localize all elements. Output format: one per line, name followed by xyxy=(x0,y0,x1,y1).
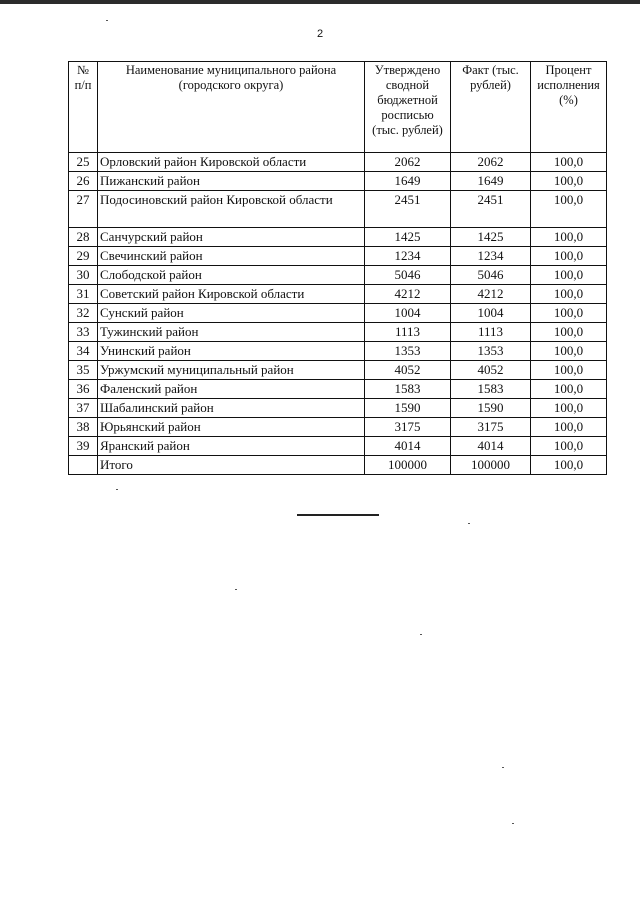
row-name: Пижанский район xyxy=(98,172,365,191)
row-fact: 1590 xyxy=(451,399,531,418)
row-approved: 4052 xyxy=(365,361,451,380)
row-name: Юрьянский район xyxy=(98,418,365,437)
row-fact: 4212 xyxy=(451,285,531,304)
row-fact: 1113 xyxy=(451,323,531,342)
row-num: 32 xyxy=(69,304,98,323)
header-name: Наименование муниципального района (городского округа) xyxy=(98,62,365,153)
row-name: Фаленский район xyxy=(98,380,365,399)
row-approved: 1583 xyxy=(365,380,451,399)
row-num: 36 xyxy=(69,380,98,399)
row-approved: 1004 xyxy=(365,304,451,323)
total-approved: 100000 xyxy=(365,456,451,475)
row-num: 33 xyxy=(69,323,98,342)
row-name: Уржумский муниципальный район xyxy=(98,361,365,380)
row-approved: 1113 xyxy=(365,323,451,342)
row-approved: 1425 xyxy=(365,228,451,247)
row-percent: 100,0 xyxy=(531,323,607,342)
table-row xyxy=(69,304,607,323)
row-name: Сунский район xyxy=(98,304,365,323)
row-percent: 100,0 xyxy=(531,418,607,437)
row-percent: 100,0 xyxy=(531,342,607,361)
scan-speck xyxy=(512,823,514,824)
row-fact: 1425 xyxy=(451,228,531,247)
table-row xyxy=(69,153,607,172)
table-row xyxy=(69,437,607,456)
row-fact: 2062 xyxy=(451,153,531,172)
scan-speck xyxy=(235,589,237,590)
row-name: Унинский район xyxy=(98,342,365,361)
row-percent: 100,0 xyxy=(531,266,607,285)
row-name: Тужинский район xyxy=(98,323,365,342)
total-label: Итого xyxy=(98,456,365,475)
row-percent: 100,0 xyxy=(531,191,607,228)
row-num: 27 xyxy=(69,191,98,228)
row-fact: 1353 xyxy=(451,342,531,361)
row-num: 26 xyxy=(69,172,98,191)
row-percent: 100,0 xyxy=(531,304,607,323)
scan-speck xyxy=(116,489,118,490)
row-num: 29 xyxy=(69,247,98,266)
row-name: Свечинский район xyxy=(98,247,365,266)
row-percent: 100,0 xyxy=(531,399,607,418)
row-approved: 4212 xyxy=(365,285,451,304)
row-name: Санчурский район xyxy=(98,228,365,247)
row-fact: 1649 xyxy=(451,172,531,191)
row-name: Подосиновский район Кировской области xyxy=(98,191,365,228)
row-name: Шабалинский район xyxy=(98,399,365,418)
header-num: № п/п xyxy=(69,62,98,153)
row-name: Яранский район xyxy=(98,437,365,456)
total-percent: 100,0 xyxy=(531,456,607,475)
row-num: 38 xyxy=(69,418,98,437)
header-percent: Процент исполнения (%) xyxy=(531,62,607,153)
table-row xyxy=(69,361,607,380)
table-row xyxy=(69,342,607,361)
row-approved: 4014 xyxy=(365,437,451,456)
end-of-document-rule xyxy=(297,514,379,516)
row-approved: 2062 xyxy=(365,153,451,172)
row-num: 25 xyxy=(69,153,98,172)
row-approved: 5046 xyxy=(365,266,451,285)
table-header-row xyxy=(69,62,607,153)
row-percent: 100,0 xyxy=(531,361,607,380)
row-num: 39 xyxy=(69,437,98,456)
scan-speck xyxy=(420,634,422,635)
row-fact: 1583 xyxy=(451,380,531,399)
top-edge-rule xyxy=(0,0,640,4)
scan-speck xyxy=(468,523,470,524)
row-num: 28 xyxy=(69,228,98,247)
table-row xyxy=(69,191,607,228)
page-number: 2 xyxy=(316,28,324,40)
row-fact: 3175 xyxy=(451,418,531,437)
table-row xyxy=(69,380,607,399)
row-percent: 100,0 xyxy=(531,285,607,304)
row-percent: 100,0 xyxy=(531,228,607,247)
row-percent: 100,0 xyxy=(531,380,607,399)
table-row xyxy=(69,418,607,437)
row-fact: 1004 xyxy=(451,304,531,323)
header-fact: Факт (тыс. рублей) xyxy=(451,62,531,153)
scan-speck xyxy=(106,20,108,21)
header-approved: Утверждено сводной бюджетной росписью (тыс. рублей) xyxy=(365,62,451,153)
row-percent: 100,0 xyxy=(531,437,607,456)
row-fact: 2451 xyxy=(451,191,531,228)
row-percent: 100,0 xyxy=(531,153,607,172)
row-num: 34 xyxy=(69,342,98,361)
row-fact: 4014 xyxy=(451,437,531,456)
row-name: Советский район Кировской области xyxy=(98,285,365,304)
row-approved: 1590 xyxy=(365,399,451,418)
row-num: 30 xyxy=(69,266,98,285)
row-num: 35 xyxy=(69,361,98,380)
row-name: Орловский район Кировской области xyxy=(98,153,365,172)
row-approved: 2451 xyxy=(365,191,451,228)
row-num: 37 xyxy=(69,399,98,418)
row-fact: 5046 xyxy=(451,266,531,285)
table-row xyxy=(69,399,607,418)
row-approved: 1649 xyxy=(365,172,451,191)
scan-speck xyxy=(502,767,504,768)
row-approved: 1353 xyxy=(365,342,451,361)
total-fact: 100000 xyxy=(451,456,531,475)
total-num xyxy=(69,456,98,475)
row-approved: 3175 xyxy=(365,418,451,437)
table-row xyxy=(69,266,607,285)
table-row xyxy=(69,247,607,266)
table-total-row xyxy=(69,456,607,475)
row-name: Слободской район xyxy=(98,266,365,285)
budget-execution-table xyxy=(68,61,607,475)
row-fact: 1234 xyxy=(451,247,531,266)
row-percent: 100,0 xyxy=(531,172,607,191)
row-fact: 4052 xyxy=(451,361,531,380)
table-row xyxy=(69,228,607,247)
row-approved: 1234 xyxy=(365,247,451,266)
row-percent: 100,0 xyxy=(531,247,607,266)
table-row xyxy=(69,323,607,342)
row-num: 31 xyxy=(69,285,98,304)
table-row xyxy=(69,285,607,304)
table-row xyxy=(69,172,607,191)
